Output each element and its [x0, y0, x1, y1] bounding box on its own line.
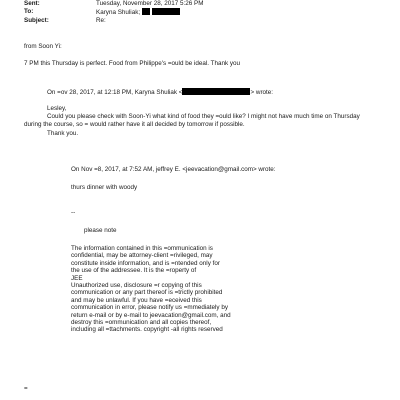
disclaimer-line: communication or any part thereof is =trictly prohibited	[71, 289, 223, 297]
signature-dashes: --	[71, 209, 76, 216]
disclaimer-line: The information contained in this =ommunication is	[71, 245, 213, 252]
message-body: 7 PM this Thursday is perfect. Food from Philippe's =ould be ideal. Thank you	[24, 60, 241, 67]
sent-value: Tuesday, November 28, 2017 5:26 PM	[96, 0, 204, 7]
disclaimer-line: constitute inside information, and is =ntended only for	[71, 259, 220, 267]
redaction-box	[182, 88, 250, 95]
closing: Thank you.	[47, 130, 79, 137]
disclaimer-line: and may be unlawful. If you have =eceived this	[71, 296, 202, 304]
subject-label: Subject:	[24, 17, 49, 24]
to-field	[96, 8, 180, 16]
disclaimer-line: Unauthorized use, disclosure =r copying of this	[71, 282, 202, 290]
message-body: thurs dinner with woody	[71, 184, 138, 191]
disclaimer-line: destroy this =ommunication and all copies thereof,	[71, 319, 212, 327]
to-value: Karyna Shuliak;	[96, 9, 141, 16]
redaction-box	[142, 8, 150, 15]
footer-mark: =	[24, 385, 28, 392]
disclaimer-line: JEE	[71, 274, 83, 282]
disclaimer-line: the use of the addressee. It is the =roperty of	[71, 267, 197, 275]
disclaimer	[71, 245, 331, 334]
greeting: Lesley,	[47, 105, 67, 112]
sent-label: Sent:	[24, 0, 40, 7]
message-line: Could you please check with Soon-Yi what kind of food they =ould like? I might not have much time on Thursday	[47, 113, 360, 120]
message-line: during the course, so = would rather have it all decided by tomorrow if possible.	[24, 121, 245, 128]
to-label: To:	[24, 8, 34, 15]
message-from: from Soon Yi:	[24, 43, 62, 50]
subject-value: Re:	[96, 17, 106, 24]
disclaimer-line: return e-mail or by e-mail to jeevacation@gmail.com, and	[71, 311, 231, 319]
disclaimer-line: including all =ttachments. copyright -all rights reserved	[71, 326, 223, 334]
redaction-box	[152, 8, 180, 15]
please-note: please note	[84, 227, 117, 234]
quoted-attribution: On =ov 28, 2017, at 12:18 PM, Karyna Shuliak < > wrote:	[47, 89, 274, 96]
quoted-attribution: On Nov =8, 2017, at 7:52 AM, jeffrey E. <jeevacation@gmail.com> wrote:	[71, 166, 276, 173]
disclaimer-line: confidential, may be attorney-client =rivileged, may	[71, 252, 213, 260]
disclaimer-line: communication in error, please notify us =mmediately by	[71, 304, 228, 312]
